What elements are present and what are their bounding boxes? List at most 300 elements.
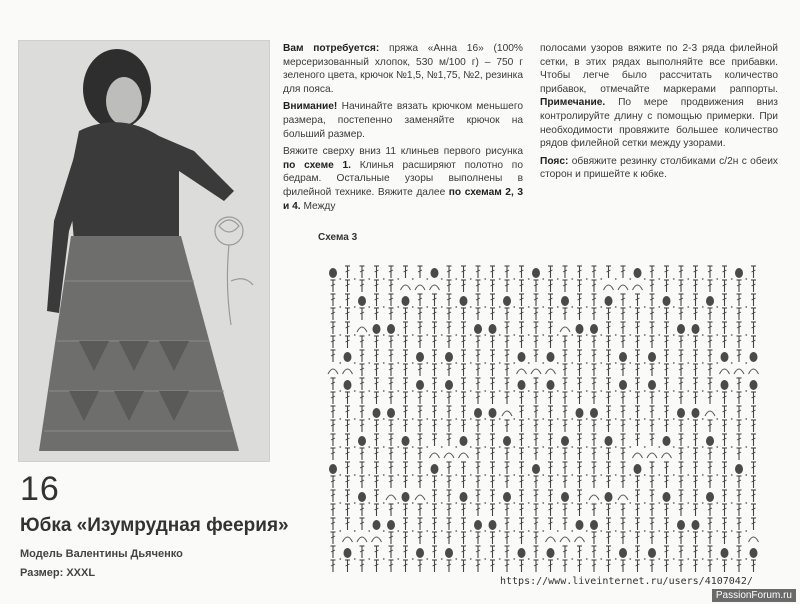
chain-dot-icon <box>571 446 573 448</box>
chain-arc-icon <box>749 369 759 374</box>
chain-dot-icon <box>702 530 704 532</box>
chain-dot-icon <box>687 446 689 448</box>
chain-dot-icon <box>615 474 617 476</box>
chain-dot-icon <box>542 334 544 336</box>
puff-stitch-icon <box>503 436 511 446</box>
chain-dot-icon <box>702 334 704 336</box>
chain-dot-icon <box>499 558 501 560</box>
chain-dot-icon <box>745 558 747 560</box>
chain-dot-icon <box>716 362 718 364</box>
chain-dot-icon <box>658 530 660 532</box>
puff-stitch-icon <box>387 520 395 530</box>
chain-dot-icon <box>368 502 370 504</box>
puff-stitch-icon <box>561 436 569 446</box>
puff-stitch-icon <box>431 464 439 474</box>
chain-dot-icon <box>629 306 631 308</box>
chain-dot-icon <box>745 502 747 504</box>
chain-dot-icon <box>615 530 617 532</box>
puff-stitch-icon <box>460 436 468 446</box>
chain-dot-icon <box>499 390 501 392</box>
chain-dot-icon <box>455 418 457 420</box>
chain-dot-icon <box>557 530 559 532</box>
chain-dot-icon <box>412 306 414 308</box>
puff-stitch-icon <box>474 408 482 418</box>
chain-dot-icon <box>644 502 646 504</box>
chain-arc-icon <box>343 537 353 542</box>
chain-dot-icon <box>745 362 747 364</box>
chain-dot-icon <box>542 502 544 504</box>
chain-arc-icon <box>720 369 730 374</box>
chain-dot-icon <box>441 390 443 392</box>
chain-dot-icon <box>745 334 747 336</box>
chain-dot-icon <box>368 474 370 476</box>
puff-stitch-icon <box>619 380 627 390</box>
chain-dot-icon <box>484 278 486 280</box>
puff-stitch-icon <box>474 324 482 334</box>
chain-dot-icon <box>745 530 747 532</box>
chain-dot-icon <box>542 530 544 532</box>
chain-arc-icon <box>546 537 556 542</box>
puff-stitch-icon <box>721 548 729 558</box>
chain-dot-icon <box>716 418 718 420</box>
chain-dot-icon <box>629 446 631 448</box>
chain-dot-icon <box>731 278 733 280</box>
chain-dot-icon <box>455 362 457 364</box>
chain-dot-icon <box>484 418 486 420</box>
chain-dot-icon <box>731 474 733 476</box>
chain-dot-icon <box>354 334 356 336</box>
puff-stitch-icon <box>518 380 526 390</box>
chain-dot-icon <box>455 502 457 504</box>
model-author: Модель Валентины Дьяченко <box>20 548 183 560</box>
chain-dot-icon <box>644 446 646 448</box>
puff-stitch-icon <box>692 520 700 530</box>
puff-stitch-icon <box>489 520 497 530</box>
chain-arc-icon <box>430 453 440 458</box>
chain-dot-icon <box>383 362 385 364</box>
chain-dot-icon <box>470 362 472 364</box>
chain-dot-icon <box>600 418 602 420</box>
chain-dot-icon <box>673 278 675 280</box>
chain-dot-icon <box>615 558 617 560</box>
chain-dot-icon <box>586 278 588 280</box>
attention-paragraph <box>283 100 523 141</box>
chain-arc-icon <box>705 411 715 416</box>
chain-dot-icon <box>586 446 588 448</box>
chain-dot-icon <box>441 530 443 532</box>
knitting-text-c: Клинья расширяют полотно по бедрам. Остальные узоры выполнены в филейной технике. Вяжите далее <box>283 159 523 198</box>
chain-arc-icon <box>459 453 469 458</box>
chain-dot-icon <box>339 278 341 280</box>
puff-stitch-icon <box>358 492 366 502</box>
chain-dot-icon <box>702 558 704 560</box>
puff-stitch-icon <box>721 352 729 362</box>
chain-dot-icon <box>615 334 617 336</box>
chain-dot-icon <box>731 558 733 560</box>
chain-dot-icon <box>600 530 602 532</box>
chain-dot-icon <box>499 306 501 308</box>
puff-stitch-icon <box>431 268 439 278</box>
chain-dot-icon <box>673 306 675 308</box>
chain-dot-icon <box>339 334 341 336</box>
puff-stitch-icon <box>605 436 613 446</box>
note-label: Примечание. <box>540 97 606 109</box>
attention-text: Начинайте вязать крючком меньшего размера, постепенно заменяйте крючок на больший размер. <box>283 101 523 140</box>
chain-dot-icon <box>354 558 356 560</box>
chain-dot-icon <box>528 390 530 392</box>
chain-dot-icon <box>745 446 747 448</box>
chain-dot-icon <box>644 474 646 476</box>
chain-dot-icon <box>383 530 385 532</box>
chain-dot-icon <box>484 306 486 308</box>
chain-dot-icon <box>586 306 588 308</box>
chain-dot-icon <box>673 390 675 392</box>
chain-dot-icon <box>470 474 472 476</box>
chain-dot-icon <box>513 306 515 308</box>
chain-dot-icon <box>571 502 573 504</box>
chain-dot-icon <box>368 446 370 448</box>
chain-dot-icon <box>557 362 559 364</box>
chain-dot-icon <box>571 278 573 280</box>
puff-stitch-icon <box>518 352 526 362</box>
chain-dot-icon <box>426 558 428 560</box>
chain-dot-icon <box>571 418 573 420</box>
chain-dot-icon <box>455 306 457 308</box>
chain-dot-icon <box>629 558 631 560</box>
puff-stitch-icon <box>329 268 337 278</box>
puff-stitch-icon <box>605 296 613 306</box>
puff-stitch-icon <box>634 268 642 278</box>
chain-arc-icon <box>575 537 585 542</box>
chain-dot-icon <box>745 390 747 392</box>
chain-dot-icon <box>716 474 718 476</box>
chain-dot-icon <box>383 334 385 336</box>
chain-dot-icon <box>513 362 515 364</box>
chain-dot-icon <box>731 390 733 392</box>
attention-label: Внимание! <box>283 101 338 113</box>
chain-dot-icon <box>354 390 356 392</box>
puff-stitch-icon <box>692 408 700 418</box>
chain-dot-icon <box>354 446 356 448</box>
chain-dot-icon <box>702 418 704 420</box>
crochet-chart <box>325 262 773 580</box>
chain-dot-icon <box>528 474 530 476</box>
chain-dot-icon <box>513 530 515 532</box>
puff-stitch-icon <box>663 296 671 306</box>
puff-stitch-icon <box>706 492 714 502</box>
chain-dot-icon <box>716 530 718 532</box>
chain-dot-icon <box>383 502 385 504</box>
chain-dot-icon <box>615 418 617 420</box>
chain-dot-icon <box>615 306 617 308</box>
puff-stitch-icon <box>706 436 714 446</box>
chain-dot-icon <box>528 558 530 560</box>
knitting-text-e: Между <box>303 200 336 212</box>
puff-stitch-icon <box>590 408 598 418</box>
chain-dot-icon <box>470 446 472 448</box>
chain-dot-icon <box>557 390 559 392</box>
chain-dot-icon <box>731 418 733 420</box>
chain-dot-icon <box>426 418 428 420</box>
chain-arc-icon <box>502 411 512 416</box>
chain-dot-icon <box>702 446 704 448</box>
chain-dot-icon <box>644 334 646 336</box>
chain-dot-icon <box>513 278 515 280</box>
chain-dot-icon <box>600 306 602 308</box>
chain-arc-icon <box>633 285 643 290</box>
puff-stitch-icon <box>532 268 540 278</box>
chain-dot-icon <box>629 362 631 364</box>
puff-stitch-icon <box>677 520 685 530</box>
chain-dot-icon <box>426 474 428 476</box>
puff-stitch-icon <box>721 380 729 390</box>
chain-dot-icon <box>397 306 399 308</box>
chain-dot-icon <box>528 278 530 280</box>
chain-dot-icon <box>586 362 588 364</box>
chain-dot-icon <box>557 558 559 560</box>
chain-dot-icon <box>586 418 588 420</box>
chain-dot-icon <box>586 558 588 560</box>
puff-stitch-icon <box>445 352 453 362</box>
puff-stitch-icon <box>329 464 337 474</box>
chain-dot-icon <box>412 418 414 420</box>
chain-arc-icon <box>328 369 338 374</box>
chain-dot-icon <box>673 446 675 448</box>
chain-dot-icon <box>528 306 530 308</box>
chain-arc-icon <box>357 537 367 542</box>
chain-dot-icon <box>441 278 443 280</box>
chain-dot-icon <box>484 502 486 504</box>
puff-stitch-icon <box>735 268 743 278</box>
chain-dot-icon <box>731 446 733 448</box>
puff-stitch-icon <box>750 380 758 390</box>
chain-dot-icon <box>383 474 385 476</box>
puff-stitch-icon <box>416 548 424 558</box>
puff-stitch-icon <box>619 548 627 558</box>
chain-dot-icon <box>644 418 646 420</box>
chain-arc-icon <box>546 369 556 374</box>
chain-dot-icon <box>383 278 385 280</box>
chain-dot-icon <box>484 390 486 392</box>
chain-dot-icon <box>600 278 602 280</box>
chain-dot-icon <box>368 418 370 420</box>
chain-dot-icon <box>339 362 341 364</box>
chain-dot-icon <box>528 418 530 420</box>
chain-dot-icon <box>658 474 660 476</box>
chain-dot-icon <box>731 502 733 504</box>
chain-arc-icon <box>386 495 396 500</box>
knitting-text-d: по схемам 2, 3 и 4. <box>283 186 523 212</box>
puff-stitch-icon <box>358 436 366 446</box>
chain-dot-icon <box>644 278 646 280</box>
puff-stitch-icon <box>344 548 352 558</box>
chain-dot-icon <box>644 362 646 364</box>
chain-dot-icon <box>716 502 718 504</box>
chain-dot-icon <box>673 334 675 336</box>
chain-dot-icon <box>470 558 472 560</box>
chain-dot-icon <box>644 306 646 308</box>
chain-arc-icon <box>662 453 672 458</box>
chain-arc-icon <box>343 369 353 374</box>
puff-stitch-icon <box>373 324 381 334</box>
puff-stitch-icon <box>590 520 598 530</box>
chain-dot-icon <box>629 474 631 476</box>
chain-dot-icon <box>702 390 704 392</box>
puff-stitch-icon <box>677 408 685 418</box>
chain-dot-icon <box>426 362 428 364</box>
puff-stitch-icon <box>692 324 700 334</box>
chain-dot-icon <box>600 334 602 336</box>
chain-dot-icon <box>455 390 457 392</box>
puff-stitch-icon <box>416 380 424 390</box>
chain-dot-icon <box>397 334 399 336</box>
chain-dot-icon <box>426 306 428 308</box>
puff-stitch-icon <box>547 352 555 362</box>
chain-dot-icon <box>571 362 573 364</box>
puff-stitch-icon <box>344 380 352 390</box>
chain-arc-icon <box>444 453 454 458</box>
watermark: PassionForum.ru <box>712 589 796 602</box>
chain-dot-icon <box>484 334 486 336</box>
chain-dot-icon <box>339 558 341 560</box>
chain-dot-icon <box>339 306 341 308</box>
chain-dot-icon <box>716 334 718 336</box>
knitting-text-b: по схеме 1. <box>283 159 352 171</box>
chain-dot-icon <box>615 278 617 280</box>
chain-dot-icon <box>644 390 646 392</box>
puff-stitch-icon <box>460 296 468 306</box>
chain-dot-icon <box>513 334 515 336</box>
chain-arc-icon <box>618 495 628 500</box>
chain-dot-icon <box>354 530 356 532</box>
puff-stitch-icon <box>402 492 410 502</box>
chain-dot-icon <box>441 558 443 560</box>
chain-dot-icon <box>528 502 530 504</box>
chain-dot-icon <box>600 502 602 504</box>
chain-dot-icon <box>528 362 530 364</box>
puff-stitch-icon <box>735 464 743 474</box>
chain-dot-icon <box>629 418 631 420</box>
chain-dot-icon <box>571 390 573 392</box>
chain-dot-icon <box>426 390 428 392</box>
chain-dot-icon <box>412 474 414 476</box>
chain-arc-icon <box>618 285 628 290</box>
chain-dot-icon <box>383 390 385 392</box>
knitting-text-a: Вяжите сверху вниз 11 клиньев первого рисунка <box>283 146 523 158</box>
puff-stitch-icon <box>576 408 584 418</box>
chain-dot-icon <box>557 334 559 336</box>
chain-dot-icon <box>615 446 617 448</box>
puff-stitch-icon <box>373 520 381 530</box>
chain-dot-icon <box>745 474 747 476</box>
chain-arc-icon <box>560 327 570 332</box>
chain-dot-icon <box>571 474 573 476</box>
chain-dot-icon <box>745 306 747 308</box>
chain-dot-icon <box>687 558 689 560</box>
chain-dot-icon <box>542 446 544 448</box>
chain-dot-icon <box>513 474 515 476</box>
chain-dot-icon <box>542 418 544 420</box>
chain-dot-icon <box>658 278 660 280</box>
chain-arc-icon <box>604 285 614 290</box>
puff-stitch-icon <box>489 408 497 418</box>
puff-stitch-icon <box>648 380 656 390</box>
chain-dot-icon <box>499 530 501 532</box>
chain-dot-icon <box>600 474 602 476</box>
chain-dot-icon <box>629 278 631 280</box>
chain-dot-icon <box>499 446 501 448</box>
puff-stitch-icon <box>416 352 424 362</box>
chain-arc-icon <box>589 495 599 500</box>
chain-dot-icon <box>368 558 370 560</box>
puff-stitch-icon <box>561 492 569 502</box>
chain-dot-icon <box>397 278 399 280</box>
chain-dot-icon <box>687 502 689 504</box>
chain-dot-icon <box>499 278 501 280</box>
puff-stitch-icon <box>590 324 598 334</box>
chain-arc-icon <box>531 369 541 374</box>
chain-dot-icon <box>702 278 704 280</box>
crochet-chart-svg <box>325 262 773 580</box>
chain-dot-icon <box>600 446 602 448</box>
chain-dot-icon <box>470 530 472 532</box>
chain-dot-icon <box>542 558 544 560</box>
puff-stitch-icon <box>663 492 671 502</box>
chain-dot-icon <box>716 446 718 448</box>
chain-dot-icon <box>687 334 689 336</box>
chain-dot-icon <box>455 474 457 476</box>
instructions-column-1 <box>283 42 523 217</box>
chain-arc-icon <box>415 285 425 290</box>
chain-arc-icon <box>647 453 657 458</box>
chain-dot-icon <box>673 474 675 476</box>
chain-dot-icon <box>658 502 660 504</box>
chain-dot-icon <box>702 502 704 504</box>
chain-dot-icon <box>368 278 370 280</box>
puff-stitch-icon <box>402 436 410 446</box>
chain-dot-icon <box>455 446 457 448</box>
chain-dot-icon <box>687 278 689 280</box>
chain-dot-icon <box>368 334 370 336</box>
source-url: https://www.liveinternet.ru/users/4107042/ <box>500 576 753 587</box>
chain-dot-icon <box>397 530 399 532</box>
chain-dot-icon <box>731 306 733 308</box>
chain-dot-icon <box>542 278 544 280</box>
chain-dot-icon <box>542 306 544 308</box>
chain-dot-icon <box>600 390 602 392</box>
puff-stitch-icon <box>706 296 714 306</box>
chain-dot-icon <box>658 390 660 392</box>
chain-dot-icon <box>484 362 486 364</box>
chain-dot-icon <box>354 362 356 364</box>
chain-dot-icon <box>383 418 385 420</box>
chain-dot-icon <box>513 446 515 448</box>
chain-dot-icon <box>702 306 704 308</box>
model-title: Юбка «Изумрудная феерия» <box>20 515 289 536</box>
chain-dot-icon <box>441 334 443 336</box>
chain-dot-icon <box>731 362 733 364</box>
chain-dot-icon <box>499 418 501 420</box>
chain-dot-icon <box>397 362 399 364</box>
chain-dot-icon <box>658 558 660 560</box>
chain-dot-icon <box>745 278 747 280</box>
chain-dot-icon <box>412 502 414 504</box>
chain-dot-icon <box>470 502 472 504</box>
chain-dot-icon <box>513 418 515 420</box>
chain-dot-icon <box>383 558 385 560</box>
materials-text: пряжа «Анна 16» (100% мерсеризованный хлопок, 530 м/100 г) – 750 г зеленого цвета, крючок №1,5, №1,75, №2, резинка для пояса. <box>283 43 523 95</box>
puff-stitch-icon <box>373 408 381 418</box>
